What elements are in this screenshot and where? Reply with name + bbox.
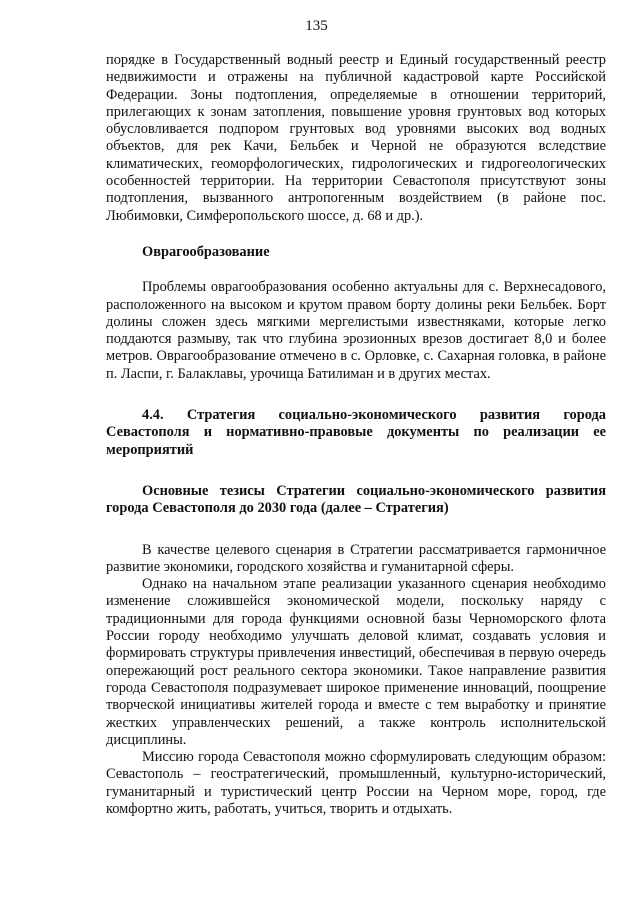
page-number: 135 [305,18,328,34]
heading-strategy-theses: Основные тезисы Стратегии социально-экономического развития города Севастополя до 2030 года (далее – Стратегия) [106,482,606,517]
heading-ravine-formation: Оврагообразование [142,243,270,260]
page-content [106,52,606,818]
paragraph-economic-model: Однако на начальном этапе реализации указанного сценария необходимо изменение сложившейся экономической модели, поскольку наряду с традиционными для города функциями основной базы Черноморского флота России городу необходимо улучшать деловой климат, создавать условия и формировать структуры привлечения инвестиций, обеспечивая в первую очередь опережающий рост реального сектора экономики. Такое направление развития города Севастополя подразумевает широкое применение инноваций, поощрение творческой инициативы жителей города и вместе с тем выработку и принятие жестких управленческих решений, а также контроль исполнительской дисциплины. [106,576,606,748]
paragraph-target-scenario: В качестве целевого сценария в Стратегии рассматривается гармоничное развитие экономики, городского хозяйства и гуманитарной сферы. [106,541,606,575]
heading-section-4-4: 4.4. Стратегия социально-экономического развития города Севастополя и нормативно-правовые документы по реализации ее мероприятий [106,407,606,458]
paragraph-city-mission: Миссию города Севастополя можно сформулировать следующим образом: Севастополь – геостратегический, промышленный, культурно-исторический, гуманитарный и туристический центр России на Черном море, город, где комфортно жить, работать, учиться, творить и отдыхать. [106,749,606,817]
paragraph-ravine-formation: Проблемы оврагообразования особенно актуальны для с. Верхнесадового, расположенного на высоком и крутом правом борту долины реки Бельбек. Борт долины сложен здесь мягкими мергелистыми известняками, которые легко поддаются размыву, так что глубина эрозионных врезов достигает 8,0 и более метров. Оврагообразование отмечено в с. Орловке, с. Сахарная головка, в районе п. Ласпи, г. Балаклавы, урочища Батилиман и в других местах. [106,279,606,382]
paragraph-flood-zones: порядке в Государственный водный реестр и Единый государственный реестр недвижимости и отражены на публичной кадастровой карте Российской Федерации. Зоны подтопления, определяемые в отношении территорий, прилегающих к зонам затопления, повышение уровня грунтовых вод которых обусловливается подпором грунтовых вод уровнями высоких вод водных объектов, для рек Качи, Бельбек и Черной не образуются вследствие климатических, геоморфологических, гидрологических и гидрогеологических особенностей территории. На территории Севастополя присутствуют зоны подтопления, вызванного антропогенным воздействием (в районе пос. Любимовки, Симферопольского шоссе, д. 68 и др.). [106,52,606,224]
